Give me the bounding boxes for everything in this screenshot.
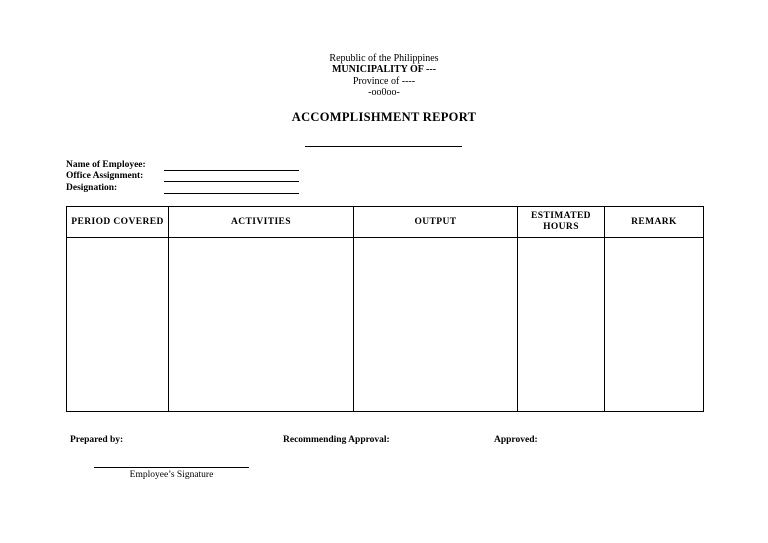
office-assignment-label: Office Assignment: bbox=[66, 171, 144, 181]
cell-estimated-hours[interactable] bbox=[518, 238, 605, 412]
employee-name-label: Name of Employee: bbox=[66, 160, 146, 170]
header-municipality: MUNICIPALITY OF --- bbox=[331, 64, 437, 75]
report-title: ACCOMPLISHMENT REPORT bbox=[291, 110, 477, 124]
header-output: OUTPUT bbox=[354, 207, 518, 238]
header-republic: Republic of the Philippines bbox=[329, 53, 439, 64]
cell-remark[interactable] bbox=[605, 238, 704, 412]
approved-label: Approved: bbox=[494, 435, 538, 445]
recommending-approval-label: Recommending Approval: bbox=[283, 435, 390, 445]
cell-period-covered[interactable] bbox=[67, 238, 169, 412]
cell-output[interactable] bbox=[354, 238, 518, 412]
office-assignment-line[interactable] bbox=[164, 181, 299, 182]
header-remark: REMARK bbox=[605, 207, 704, 238]
signature-caption: Employee’s Signature bbox=[129, 470, 214, 480]
title-underline bbox=[305, 146, 462, 147]
table-row bbox=[67, 238, 704, 412]
designation-label: Designation: bbox=[66, 183, 118, 193]
accomplishment-table bbox=[66, 206, 704, 412]
header-period-covered: PERIOD COVERED bbox=[67, 207, 169, 238]
header-activities: ACTIVITIES bbox=[169, 207, 354, 238]
header-estimated-hours: ESTIMATED HOURS bbox=[518, 207, 605, 238]
designation-line[interactable] bbox=[164, 193, 299, 194]
signature-line[interactable] bbox=[94, 467, 249, 468]
table-header-row bbox=[67, 207, 704, 238]
employee-name-line[interactable] bbox=[164, 170, 299, 171]
cell-activities[interactable] bbox=[169, 238, 354, 412]
prepared-by-label: Prepared by: bbox=[70, 435, 124, 445]
header-ornament: -oo0oo- bbox=[368, 87, 400, 98]
header-province: Province of ---- bbox=[352, 76, 416, 87]
